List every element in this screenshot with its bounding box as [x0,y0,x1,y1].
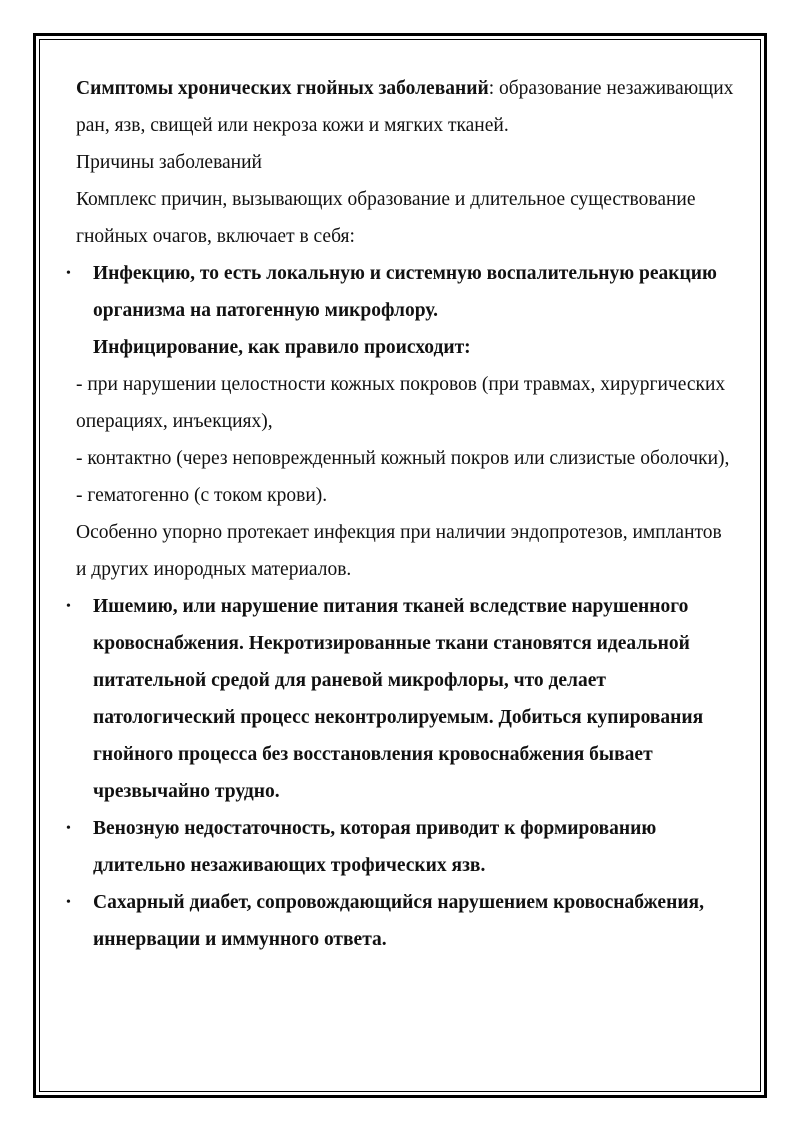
causes-heading: Причины заболеваний [76,152,262,173]
infection-subheading: Инфицирование, как правило происходит: [93,337,471,358]
infection-detail-1: - при нарушении целостности кожных покровов (при травмах, хирургических операциях, инъекциях), [76,374,726,432]
infection-detail-3: - гематогенно (с током крови). [76,485,328,506]
infection-detail-2: - контактно (через неповрежденный кожный покров или слизистые оболочки), [76,448,730,469]
bullet-item-infection [66,255,736,329]
bullet-text: Венозную недостаточность, которая приводит к формированию длительно незаживающих трофических язв. [93,818,657,876]
causes-intro: Комплекс причин, вызывающих образование и длительное существование гнойных очагов, включает в себя: [76,189,696,247]
intro-paragraph [76,70,736,144]
intro-lead-bold: Симптомы хронических гнойных заболеваний [76,78,489,99]
bullet-item-venous [66,810,736,884]
bullet-text: Ишемию, или нарушение питания тканей вследствие нарушенного кровоснабжения. Некротизированные ткани становятся идеальной питательной средой для раневой микрофлоры, что делает патологический процесс неконтролируемым. Добиться купирования гнойного процесса без восстановления кровоснабжения бывает чрезвычайно трудно. [93,596,704,802]
bullet-icon: • [66,599,71,614]
bullet-item-ischemia [66,588,736,810]
bullet-icon: • [66,821,71,836]
bullet-text: Сахарный диабет, сопровождающийся нарушением кровоснабжения, иннервации и иммунного ответа. [93,892,704,950]
bullet-icon: • [66,266,71,281]
bullet-item-diabetes [66,884,736,958]
intro-lead-rest: : образование незаживающих ран, язв, свищей или некроза кожи и мягких тканей. [76,78,734,136]
bullet-text: Инфекцию, то есть локальную и системную воспалительную реакцию организма на патогенную микрофлору. [93,263,717,321]
document-body [66,70,736,958]
infection-note: Особенно упорно протекает инфекция при наличии эндопротезов, имплантов и других инородных материалов. [76,522,722,580]
bullet-icon: • [66,895,71,910]
